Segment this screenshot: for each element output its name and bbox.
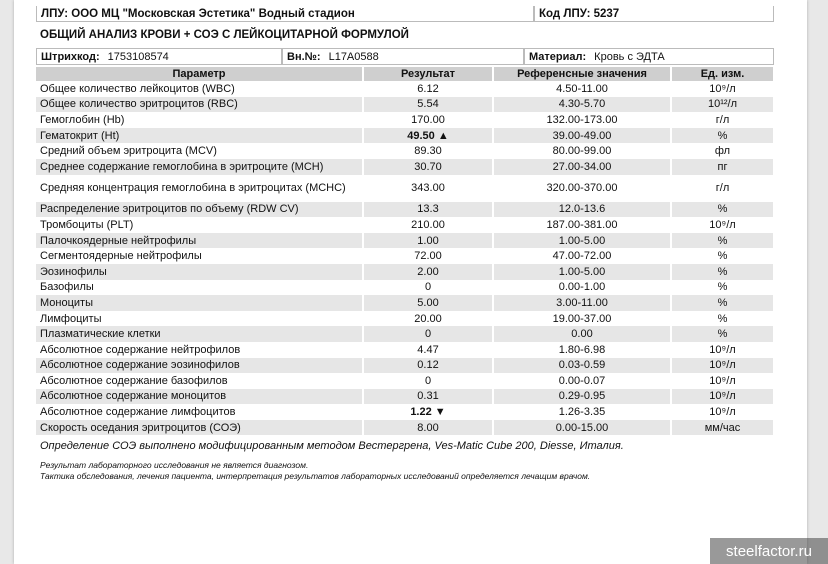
cell-result: 5.54	[363, 97, 493, 113]
cell-param: Лимфоциты	[36, 311, 363, 327]
header-param: Параметр	[36, 67, 363, 81]
table-row	[36, 143, 774, 159]
barcode-cell	[36, 48, 282, 65]
cell-result: 343.00	[363, 175, 493, 202]
cell-unit: 10⁹/л	[671, 358, 774, 374]
cell-result: 6.12	[363, 81, 493, 97]
method-note: Определение СОЭ выполнено модифицированным методом Вестергрена, Ves-Matic Cube 200, Diesse, Италия.	[40, 440, 624, 452]
cell-unit: мм/час	[671, 420, 774, 436]
cell-param: Абсолютное содержание базофилов	[36, 373, 363, 389]
cell-unit: %	[671, 311, 774, 327]
cell-result: 1.22 ▼	[363, 404, 493, 420]
cell-result: 0	[363, 280, 493, 296]
cell-reference: 1.26-3.35	[493, 404, 671, 420]
cell-unit: 10⁹/л	[671, 81, 774, 97]
cell-reference: 4.30-5.70	[493, 97, 671, 113]
cell-result: 20.00	[363, 311, 493, 327]
cell-reference: 4.50-11.00	[493, 81, 671, 97]
table-row	[36, 295, 774, 311]
cell-param: Моноциты	[36, 295, 363, 311]
cell-result: 4.47	[363, 342, 493, 358]
cell-unit: пг	[671, 159, 774, 175]
cell-result: 49.50 ▲	[363, 128, 493, 144]
cell-param: Гемоглобин (Hb)	[36, 112, 363, 128]
cell-result: 0.31	[363, 389, 493, 405]
table-row	[36, 248, 774, 264]
barcode-value: 1753108574	[107, 50, 169, 63]
lpu-code-cell	[534, 6, 774, 22]
table-row	[36, 311, 774, 327]
cell-param: Тромбоциты (PLT)	[36, 217, 363, 233]
cell-unit: г/л	[671, 112, 774, 128]
cell-reference: 1.80-6.98	[493, 342, 671, 358]
cell-reference: 0.29-0.95	[493, 389, 671, 405]
barcode-label: Штрихкод:	[41, 50, 100, 63]
table-row	[36, 373, 774, 389]
cell-unit: %	[671, 248, 774, 264]
table-header-row	[36, 67, 774, 81]
cell-param: Общее количество эритроцитов (RBC)	[36, 97, 363, 113]
cell-unit: 10⁹/л	[671, 373, 774, 389]
cell-unit: 10⁹/л	[671, 404, 774, 420]
cell-reference: 1.00-5.00	[493, 233, 671, 249]
table-row	[36, 175, 774, 202]
header-unit: Ед. изм.	[671, 67, 774, 81]
ext-number-value: L17A0588	[328, 50, 379, 63]
cell-param: Гематокрит (Ht)	[36, 128, 363, 144]
header-reference: Референсные значения	[493, 67, 671, 81]
table-row	[36, 420, 774, 436]
cell-param: Палочкоядерные нейтрофилы	[36, 233, 363, 249]
cell-unit: 10⁹/л	[671, 217, 774, 233]
cell-unit: 10¹²/л	[671, 97, 774, 113]
cell-param: Абсолютное содержание моноцитов	[36, 389, 363, 405]
cell-result: 210.00	[363, 217, 493, 233]
lpu-value: ООО МЦ "Московская Эстетика" Водный стадион	[71, 7, 355, 20]
cell-unit: %	[671, 326, 774, 342]
cell-reference: 3.00-11.00	[493, 295, 671, 311]
cell-unit: %	[671, 264, 774, 280]
cell-result: 0.12	[363, 358, 493, 374]
cell-reference: 12.0-13.6	[493, 202, 671, 218]
material-label: Материал:	[529, 50, 587, 63]
cell-unit: %	[671, 233, 774, 249]
table-row	[36, 264, 774, 280]
lpu-label: ЛПУ:	[41, 7, 69, 20]
cell-unit: %	[671, 202, 774, 218]
cell-reference: 0.00	[493, 326, 671, 342]
material-cell	[524, 48, 774, 65]
cell-param: Распределение эритроцитов по объему (RDW CV)	[36, 202, 363, 218]
disclaimer-line-2: Тактика обследования, лечения пациента, интерпретация результатов лабораторных исследований определяется лечащим врачом.	[40, 471, 591, 481]
cell-result: 1.00	[363, 233, 493, 249]
table-row	[36, 217, 774, 233]
cell-param: Эозинофилы	[36, 264, 363, 280]
cell-param: Плазматические клетки	[36, 326, 363, 342]
cell-result: 170.00	[363, 112, 493, 128]
cell-reference: 0.00-1.00	[493, 280, 671, 296]
table-row	[36, 112, 774, 128]
sample-info-row	[36, 48, 774, 65]
cell-reference: 132.00-173.00	[493, 112, 671, 128]
table-row	[36, 326, 774, 342]
header-result: Результат	[363, 67, 493, 81]
cell-result: 8.00	[363, 420, 493, 436]
cell-reference: 0.00-15.00	[493, 420, 671, 436]
cell-unit: %	[671, 295, 774, 311]
cell-param: Абсолютное содержание эозинофилов	[36, 358, 363, 374]
table-row	[36, 404, 774, 420]
cell-reference: 1.00-5.00	[493, 264, 671, 280]
disclaimer-line-1: Результат лабораторного исследования не является диагнозом.	[40, 460, 309, 470]
results-body	[36, 81, 774, 435]
cell-reference: 0.00-0.07	[493, 373, 671, 389]
lpu-row	[36, 6, 774, 22]
lpu-cell	[36, 6, 534, 22]
cell-unit: 10⁹/л	[671, 342, 774, 358]
ext-number-label: Вн.№:	[287, 50, 321, 63]
cell-reference: 80.00-99.00	[493, 143, 671, 159]
cell-reference: 320.00-370.00	[493, 175, 671, 202]
analysis-title: ОБЩИЙ АНАЛИЗ КРОВИ + СОЭ С ЛЕЙКОЦИТАРНОЙ ФОРМУЛОЙ	[40, 29, 409, 41]
cell-unit: г/л	[671, 175, 774, 202]
lpu-code-value: 5237	[593, 7, 620, 20]
table-row	[36, 342, 774, 358]
cell-param: Общее количество лейкоцитов (WBC)	[36, 81, 363, 97]
table-row	[36, 159, 774, 175]
cell-result: 30.70	[363, 159, 493, 175]
table-row	[36, 81, 774, 97]
cell-reference: 27.00-34.00	[493, 159, 671, 175]
cell-reference: 39.00-49.00	[493, 128, 671, 144]
table-row	[36, 389, 774, 405]
cell-unit: 10⁹/л	[671, 389, 774, 405]
cell-result: 13.3	[363, 202, 493, 218]
cell-param: Базофилы	[36, 280, 363, 296]
cell-reference: 187.00-381.00	[493, 217, 671, 233]
cell-result: 72.00	[363, 248, 493, 264]
cell-reference: 0.03-0.59	[493, 358, 671, 374]
cell-result: 5.00	[363, 295, 493, 311]
cell-result: 0	[363, 373, 493, 389]
table-row	[36, 128, 774, 144]
cell-param: Скорость оседания эритроцитов (СОЭ)	[36, 420, 363, 436]
cell-result: 89.30	[363, 143, 493, 159]
table-row	[36, 358, 774, 374]
cell-result: 0	[363, 326, 493, 342]
cell-param: Средняя концентрация гемоглобина в эритроцитах (MCHC)	[36, 175, 363, 202]
cell-reference: 19.00-37.00	[493, 311, 671, 327]
cell-reference: 47.00-72.00	[493, 248, 671, 264]
watermark: steelfactor.ru	[710, 538, 828, 564]
cell-param: Сегментоядерные нейтрофилы	[36, 248, 363, 264]
cell-unit: %	[671, 280, 774, 296]
cell-unit: %	[671, 128, 774, 144]
results-table	[36, 67, 775, 435]
cell-result: 2.00	[363, 264, 493, 280]
cell-param: Среднее содержание гемоглобина в эритроците (MCH)	[36, 159, 363, 175]
cell-param: Средний объем эритроцита (MCV)	[36, 143, 363, 159]
cell-param: Абсолютное содержание лимфоцитов	[36, 404, 363, 420]
table-row	[36, 97, 774, 113]
material-value: Кровь с ЭДТА	[594, 50, 665, 63]
cell-param: Абсолютное содержание нейтрофилов	[36, 342, 363, 358]
lpu-code-label: Код ЛПУ:	[539, 7, 591, 20]
table-row	[36, 202, 774, 218]
table-row	[36, 280, 774, 296]
table-row	[36, 233, 774, 249]
ext-number-cell	[282, 48, 524, 65]
cell-unit: фл	[671, 143, 774, 159]
